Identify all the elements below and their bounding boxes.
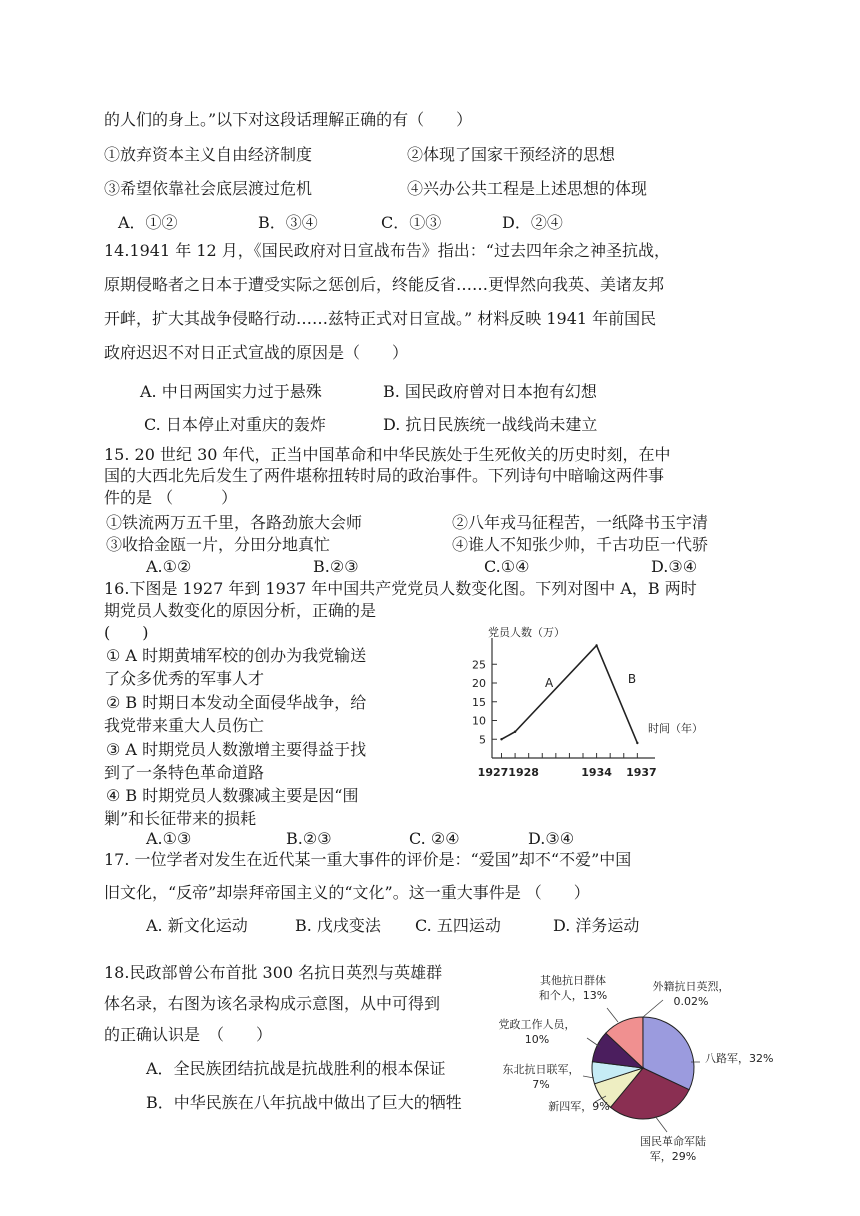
hero-list-pie-chart: [495, 970, 780, 1175]
q17-choice-c: C. 五四运动: [415, 916, 501, 935]
q16-option-2a: ② B 时期日本发动全面侵华战争，给: [106, 693, 367, 712]
line-chart-data-point: [636, 742, 638, 744]
q17-line-2: 旧文化，“反帝”却崇拜帝国主义的“文化”。这一重大事件是 （ ）: [104, 883, 590, 902]
party-membership-line-chart: [440, 610, 740, 795]
pie-slice-label: 八路军，32%: [705, 1052, 774, 1065]
line-chart-x-tick-label: 1937: [626, 766, 657, 779]
q18-line-1: 18.民政部曾公布首批 300 名抗日英烈与英雄群: [104, 963, 443, 982]
q13-choice-b: B．③④: [258, 213, 318, 232]
line-chart-x-tick-label: 1934: [581, 766, 612, 779]
line-chart-y-tick-label: 20: [472, 677, 486, 690]
q15-line-3: 件的是 （ ）: [104, 488, 238, 507]
q16-choice-c: C. ②④: [409, 829, 460, 848]
q16-line-2: 期党员人数变化的原因分析，正确的是: [104, 601, 377, 620]
line-chart-y-tick-label: 15: [472, 695, 486, 709]
pie-leader-line: [607, 1008, 618, 1022]
line-chart-series-line: [502, 646, 638, 744]
pie-slice-label: 党政工作人员， 10%: [498, 1018, 576, 1046]
q16-choice-b: B.②③: [286, 829, 332, 848]
pie-slice-label: 东北抗日联军， 7%: [502, 1063, 580, 1091]
line-chart-y-tick-label: 10: [472, 714, 486, 728]
q17-line-1: 17. 一位学者对发生在近代某一重大事件的评价是：“爱国”却不“不爱”中国: [104, 850, 632, 869]
q15-choice-a: A.①②: [146, 557, 192, 576]
line-chart-y-axis-label: 党员人数（万）: [488, 626, 565, 639]
q14-choice-c: C. 日本停止对重庆的轰炸: [144, 415, 326, 434]
q18-choice-a: A．全民族团结抗战是抗战胜利的根本保证: [146, 1059, 446, 1078]
pie-slice-label: 国民革命军陆军，29%: [640, 1135, 706, 1163]
line-chart-annotation: B: [627, 672, 637, 686]
q16-line-3: ( ): [104, 623, 149, 642]
q16-option-4b: 剿”和长征带来的损耗: [104, 809, 257, 828]
q17-choice-b: B. 戊戌变法: [295, 916, 381, 935]
q14-line-4: 政府迟迟不对日正式宣战的原因是（ ）: [104, 343, 409, 362]
q16-line-1: 16.下图是 1927 年到 1937 年中国共产党党员人数变化图。下列对图中 A，B 两时: [104, 579, 697, 598]
pie-slice-label: 外籍抗日英烈， 0.02%: [652, 980, 730, 1008]
q13-option-3: ③希望依靠社会底层渡过危机: [104, 179, 313, 198]
q18-choice-b: B．中华民族在八年抗战中做出了巨大的牺牲: [146, 1093, 462, 1112]
pie-slice-label: 其他抗日群体和个人，13%: [538, 974, 608, 1002]
pie-leader-line: [643, 1000, 663, 1017]
q15-choice-d: D.③④: [651, 557, 698, 576]
q16-option-1a: ① A 时期黄埔军校的创办为我党输送: [106, 646, 367, 665]
q13-stem: 的人们的身上。”以下对这段话理解正确的有（ ）: [104, 110, 473, 129]
pie-slice-label: 新四军，9%: [548, 1100, 610, 1113]
q15-line-1: 15. 20 世纪 30 年代，正当中国革命和中华民族处于生死攸关的历史时刻，在中: [104, 445, 671, 464]
q15-option-1: ①铁流两万五千里，各路劲旅大会师: [106, 513, 363, 532]
line-chart-data-point: [595, 644, 597, 646]
q13-option-1: ①放弃资本主义自由经济制度: [104, 145, 313, 164]
q15-choice-b: B.②③: [313, 557, 359, 576]
q16-choice-a: A.①③: [146, 829, 192, 848]
q15-option-2: ②八年戎马征程苦，一纸降书玉宇清: [452, 513, 709, 532]
q15-choice-c: C.①④: [484, 557, 530, 576]
q16-option-3a: ③ A 时期党员人数激增主要得益于找: [106, 740, 367, 759]
q15-line-2: 国的大西北先后发生了两件堪称扭转时局的政治事件。下列诗句中暗喻这两件事: [104, 466, 665, 485]
pie-leader-line: [587, 1038, 600, 1047]
line-chart-x-tick-label: 19271928: [477, 766, 539, 779]
q18-line-2: 体名录，右图为该名录构成示意图，从中可得到: [104, 994, 441, 1013]
q16-option-3b: 到了一条特色革命道路: [104, 763, 265, 782]
q14-line-2: 原期侵略者之日本于遭受实际之惩创后，终能反省……更悍然向我英、美诸友邦: [104, 275, 665, 294]
q14-line-1: 14.1941 年 12 月，《国民政府对日宣战布告》指出：“过去四年余之神圣抗战，: [104, 241, 670, 260]
line-chart-y-tick-label: 5: [479, 733, 486, 747]
q17-choice-a: A. 新文化运动: [146, 916, 248, 935]
q15-option-3: ③收拾金瓯一片，分田分地真忙: [106, 535, 331, 554]
q16-option-2b: 我党带来重大人员伤亡: [104, 716, 265, 735]
q13-option-2: ②体现了国家干预经济的思想: [407, 145, 616, 164]
line-chart-x-axis-label: 时间（年）: [648, 722, 703, 735]
pie-chart-svg: [495, 970, 780, 1175]
q16-option-1b: 了众多优秀的军事人才: [104, 669, 265, 688]
q13-choice-c: C．①③: [381, 213, 442, 232]
line-chart-data-point: [500, 738, 502, 740]
q13-choice-d: D．②④: [502, 213, 563, 232]
q18-line-3: 的正确认识是 （ ）: [104, 1025, 273, 1044]
line-chart-y-tick-label: 25: [472, 658, 486, 672]
q16-option-4a: ④ B 时期党员人数骤减主要是因“围: [106, 786, 359, 805]
line-chart-annotation: A: [544, 675, 554, 690]
q13-option-4: ④兴办公共工程是上述思想的体现: [407, 179, 648, 198]
q16-choice-d: D.③④: [528, 829, 575, 848]
q13-choice-a: A．①②: [118, 213, 178, 232]
pie-leader-line: [655, 1116, 667, 1132]
q15-option-4: ④谁人不知张少帅，千古功臣一代骄: [452, 535, 709, 554]
line-chart-data-point: [514, 731, 516, 733]
q14-choice-b: B. 国民政府曾对日本抱有幻想: [383, 382, 597, 401]
q14-line-3: 开衅，扩大其战争侵略行动……兹特正式对日宣战。” 材料反映 1941 年前国民: [104, 309, 657, 328]
q17-choice-d: D. 洋务运动: [553, 916, 640, 935]
q14-choice-a: A. 中日两国实力过于悬殊: [140, 382, 322, 401]
q14-choice-d: D. 抗日民族统一战线尚未建立: [383, 415, 598, 434]
line-chart-svg: [440, 610, 740, 795]
